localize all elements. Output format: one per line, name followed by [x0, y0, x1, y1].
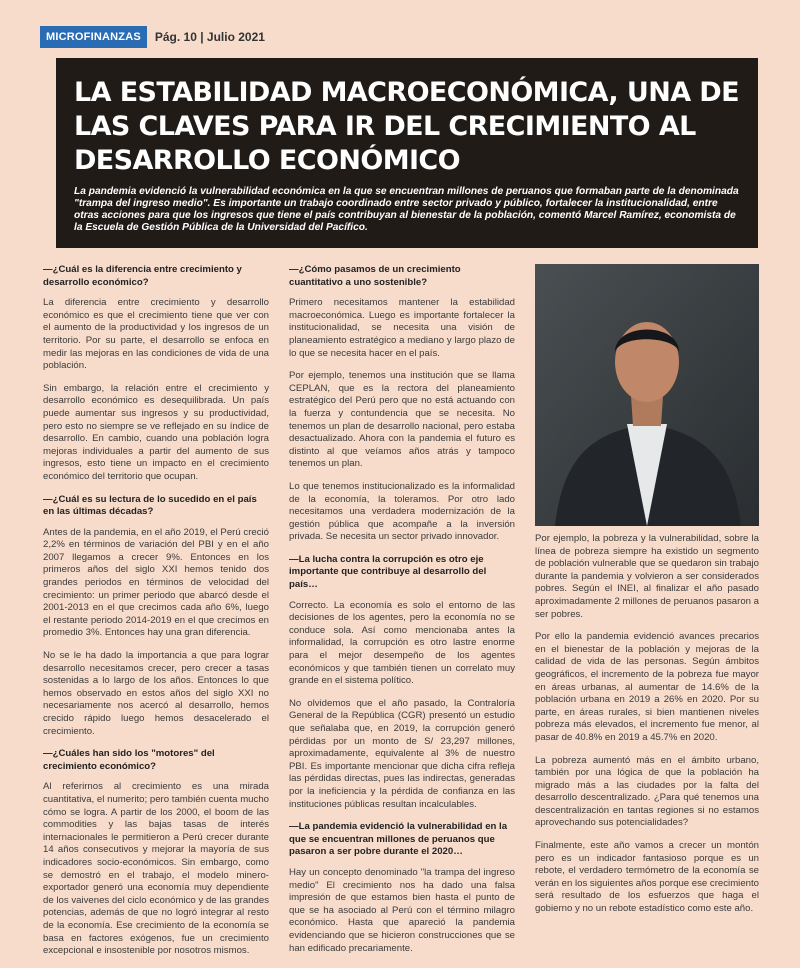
paragraph: Por ejemplo, tenemos una institución que se llama CEPLAN, que es la rectora del planeamiento estratégico del Perú pero que no está actuando con la fuerza y contundencia que se necesita. No tenemos un plan de desarrollo nacional, pero estaba desactualizado. Ahora con la pandemia el futuro es distinto al que veíamos años atrás y tampoco tenemos un plan. — [289, 370, 515, 470]
page-info: Pág. 10 | Julio 2021 — [154, 30, 265, 44]
paragraph: Lo que tenemos institucionalizado es la informalidad de la economía, la toleramos. Por otro lado necesitamos una verdadera modernización de la gestión pública que acompañe a la inversión privada. Se necesita un sector privado innovador. — [289, 480, 515, 543]
article-title: LA ESTABILIDAD MACROECONÓMICA, UNA DE LAS CLAVES PARA IR DEL CRECIMIENTO AL DESARROLLO ECONÓMICO — [74, 77, 739, 176]
column-3 — [535, 533, 759, 926]
column-1 — [43, 264, 269, 968]
paragraph: No se le ha dado la importancia a que para lograr desarrollo necesitamos crecer, pero crecer a tasas sostenidas a lo largo de los años. Entonces lo que hemos observado en estos años del siglo XXI no necesariamente nos acercó al desarrollo, hemos crecido rápido luego hemos desacelerado el crecimiento. — [43, 650, 269, 737]
column-2 — [289, 264, 515, 965]
portrait-photo — [535, 264, 759, 526]
question: —¿Cuáles han sido los "motores" del crecimiento económico? — [43, 748, 215, 772]
paragraph: Antes de la pandemia, en el año 2019, el Perú creció 2,2% en términos de variación del PBI y en el año 2007 llegamos a crecer 9%. Entonces en los primeros años del siglo XXI hemos tenido dos grandes periodos en términos de velocidad del crecimiento: un primer periodo que abarcó desde el 2001-2013 en el que crecimos cada año 6%, luego el restante periodo 2014-2019 en el que crecimos en promedio 3%. Entonces hay una gran diferencia. — [43, 526, 269, 639]
paragraph: Por ello la pandemia evidenció avances precarios en el bienestar de la población y mejoras de la calidad de vida de las personas. Según ámbitos geográficos, el incremento de la pobreza fue mayor en áreas urbanas, al aumentar de 14.6% de la población urbana en 2019 a 26% en 2020. Por su parte, en áreas rurales, si bien mantienen niveles pobreza más elevados, el incremento fue menor, al pasar de 40.8% en 2019 a 45.7% en 2020. — [535, 631, 759, 743]
portrait-illustration — [535, 264, 759, 526]
paragraph: Hay un concepto denominado "la trampa del ingreso medio" El crecimiento nos ha dado una falsa impresión de que estamos bien hasta el punto de que se ha asociado al Perú con el término milagro económico. Hasta que apareció la pandemia evidenciando que se hicieron construcciones que se han edificado precariamente. — [289, 866, 515, 954]
paragraph: Correcto. La economía es solo el entorno de las decisiones de los agentes, pero la economía no se conduce sola. Así como mencionaba antes la informalidad, la corrupción es otro lastre enorme para el mejor desempeño de los agentes económicos y que también tienen un correlato muy grande en el sistema político. — [289, 599, 515, 687]
article-hero — [56, 58, 758, 248]
article-lead: La pandemia evidenció la vulnerabilidad económica en la que se encuentran millones de peruanos que formaban parte de la denominada "trampa del ingreso medio". Es importante un trabajo coordinado entre sector privado y público, fortalecer la institucionalidad, entre otras acciones para que los ingresos que tiene el país contribuyan al bienestar de la población, comentó Marcel Ramírez, economista de la Escuela de Gestión Pública de la Universidad del Pacífico. — [74, 186, 739, 233]
paragraph: La pobreza aumentó más en el ámbito urbano, también por una lógica de que la población ha migrado más a las ciudades por la falta del desarrollo descentralizado. ¿Para qué tenemos una descentralización en tantas regiones si no estamos aprovechando sus potencialidades? — [535, 754, 759, 829]
section-tag: MICROFINANZAS — [40, 26, 147, 48]
paragraph: Finalmente, este año vamos a crecer un montón pero es un indicador fantasioso porque es un rebote, el verdadero termómetro de la economía se verán en los siguientes años porque ese crecimiento será resultado de los esfuerzos que haga el gobierno y no un rebote estadístico como este año. — [535, 840, 759, 915]
paragraph: Al referirnos al crecimiento es una mirada cuantitativa, el numerito; pero también cuenta mucho cómo se logra. A partir de los 2000, el boom de las commodities y las bajas tasas de interés internacionales le permitieron a Perú crecer durante 14 años consecutivos y mejorar la mayoría de sus indicadores socio-económicos. Sin embargo, como se demostró en el trabajo, el modelo minero-exportador generó una economía muy dependiente de los vaivenes del ciclo económico y de las grandes potencias, además de que no logró integrar al resto de la economía. Ese crecimiento de la economía se basa en factores exógenos, fue un crecimiento excepcional e insostenible por nosotros mismos. — [43, 781, 269, 957]
paragraph: No olvidemos que el año pasado, la Contraloría General de la República (CGR) presentó un estudio que señalaba que, en 2019, la corrupción generó pérdidas por un monto de S/ 23,297 millones, aproximadamente, equivalente al 3% de nuestro PBI. Es importante mencionar que dicha cifra refleja las pérdidas directas, pues las indirectas, generadas por la ineficiencia y la pérdida de confianza en las instituciones públicas resultan incalculables. — [289, 697, 515, 810]
paragraph: Primero necesitamos mantener la estabilidad macroeconómica. Luego es importante fortalecer la institucionalidad, se necesita una visión de planeamiento estratégico a mediano y largo plazo de lo que se necesita hacer en el país. — [289, 297, 515, 359]
question: —¿Cómo pasamos de un crecimiento cuantitativo a uno sostenible? — [289, 264, 461, 288]
question: —¿Cuál es su lectura de lo sucedido en el país en las últimas décadas? — [43, 493, 257, 518]
page-header — [40, 26, 265, 48]
question: —La pandemia evidenció la vulnerabilidad en la que se encuentran millones de peruanos que pasaron a ser pobre durante el 2020… — [289, 821, 508, 858]
question: —La lucha contra la corrupción es otro eje importante que contribuye al desarrollo del país… — [289, 553, 487, 591]
paragraph: Sin embargo, la relación entre el crecimiento y desarrollo económico es desequilibrada. Un país puede aumentar sus ingresos y su productividad, pero esto no siempre se ve reflejado en su índice de desarrollo. En cambio, cuando una población logra mejoras individuales a partir del aumento de sus ingresos, esto tiene un impacto en el crecimiento económico del territorio que ocupan. — [43, 382, 269, 482]
question: —¿Cuál es la diferencia entre crecimiento y desarrollo económico? — [43, 264, 242, 288]
paragraph: La diferencia entre crecimiento y desarrollo económico es que el crecimiento tiene que ver con el aumento de la productividad y los ingresos de un territorio. Por su parte, el desarrollo se enfoca en medir las mejoras en las condiciones de vida de una población. — [43, 297, 269, 372]
paragraph: Por ejemplo, la pobreza y la vulnerabilidad, sobre la línea de pobreza siempre ha existido un segmento de población vulnerable que se quedaron sin trabajo durante la pandemia y volvieron a ser considerados pobres. Según el INEI, al finalizar el año pasado aproximadamente 2 millones de peruanos pasaron a ser pobres. — [535, 533, 759, 620]
